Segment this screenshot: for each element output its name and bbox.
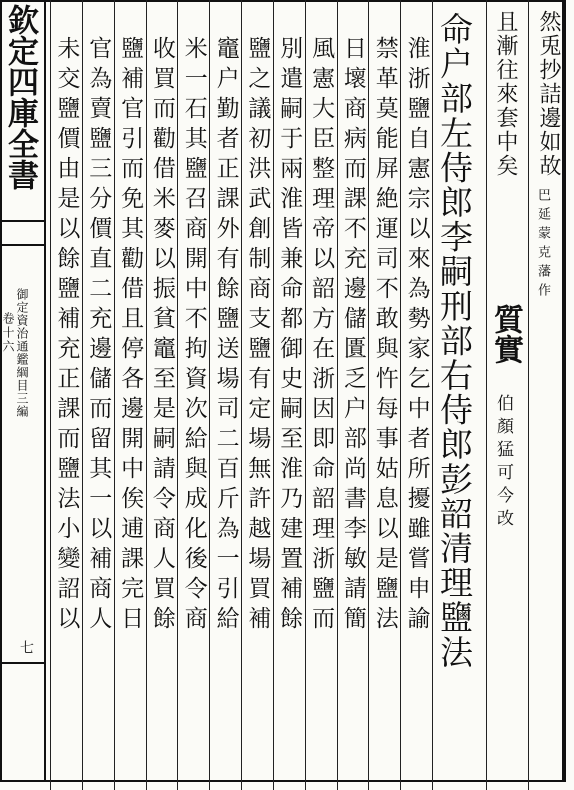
column-rule — [50, 0, 51, 790]
text-column-6: 日壞商病而課不充邊儲匱乏户部尚書李敏請簡 — [339, 36, 366, 636]
text-column-8: 別遣嗣于兩淮皆兼命都御史嗣至淮乃建置補餘 — [276, 36, 303, 636]
text-column-11: 米一石其鹽召商開中不拘資次給與成化後令商 — [180, 36, 207, 636]
column-rule — [273, 0, 274, 790]
column-rule — [82, 0, 83, 790]
text-column-1: 然兎抄詰邊如故 — [536, 10, 561, 178]
text-column-2: 且漸往來套中矣 — [493, 10, 518, 178]
column-rule — [337, 0, 338, 790]
lower-fishtail-mark — [0, 662, 44, 664]
annotation-1: 巴延蒙克藩作 — [535, 188, 550, 302]
column-rule — [146, 0, 147, 790]
text-column-13: 鹽補官引而免其勸借且停各邊開中俟逋課完日 — [117, 36, 144, 636]
column-rule — [241, 0, 242, 790]
proper-noun: 質實 — [488, 304, 523, 364]
column-rule — [528, 0, 529, 790]
text-column-7: 風憲大臣整理帝以韶方在浙因即命韶理浙鹽而 — [308, 36, 335, 636]
section-heading: 命户部左侍郎李嗣刑部右侍郎彭韶清理鹽法 — [435, 12, 474, 670]
text-column-14: 官為賣鹽三分價直二充邊儲而留其一以補商人 — [85, 36, 112, 636]
text-column-15: 未交鹽價由是以餘鹽補充正課而鹽法小變詔以 — [53, 36, 80, 636]
column-rule — [486, 0, 487, 790]
page-number: 七 — [18, 640, 34, 654]
collection-title: 欽定四庫全書 — [2, 4, 38, 190]
column-rule — [209, 0, 210, 790]
fishtail-mark — [0, 220, 44, 246]
text-column-5: 禁革莫能屏絶運司不敢與忤每事姑息以是鹽法 — [371, 36, 398, 636]
column-rule — [400, 0, 401, 790]
margin-divider — [44, 0, 46, 782]
book-title: 御定資治通鑑綱目三編 — [15, 288, 29, 418]
column-rule — [305, 0, 306, 790]
text-column-12: 收買而勸借米麥以振貧竈至是嗣請令商人買餘 — [148, 36, 175, 636]
annotation-2: 伯顏猛可今改 — [493, 394, 513, 532]
text-column-4: 淮浙鹽自憲宗以來為勢家乞中者所擾雖嘗申諭 — [403, 36, 430, 636]
column-rule — [368, 0, 369, 790]
text-column-10: 竈户勤者正課外有餘鹽送場司二百斤為一引給 — [212, 36, 239, 636]
volume-label: 卷十六 — [1, 312, 15, 354]
text-column-9: 鹽之議初洪武創制商支鹽有定場無許越場買補 — [244, 36, 271, 636]
column-rule — [177, 0, 178, 790]
column-rule — [432, 0, 433, 790]
column-rule — [114, 0, 115, 790]
